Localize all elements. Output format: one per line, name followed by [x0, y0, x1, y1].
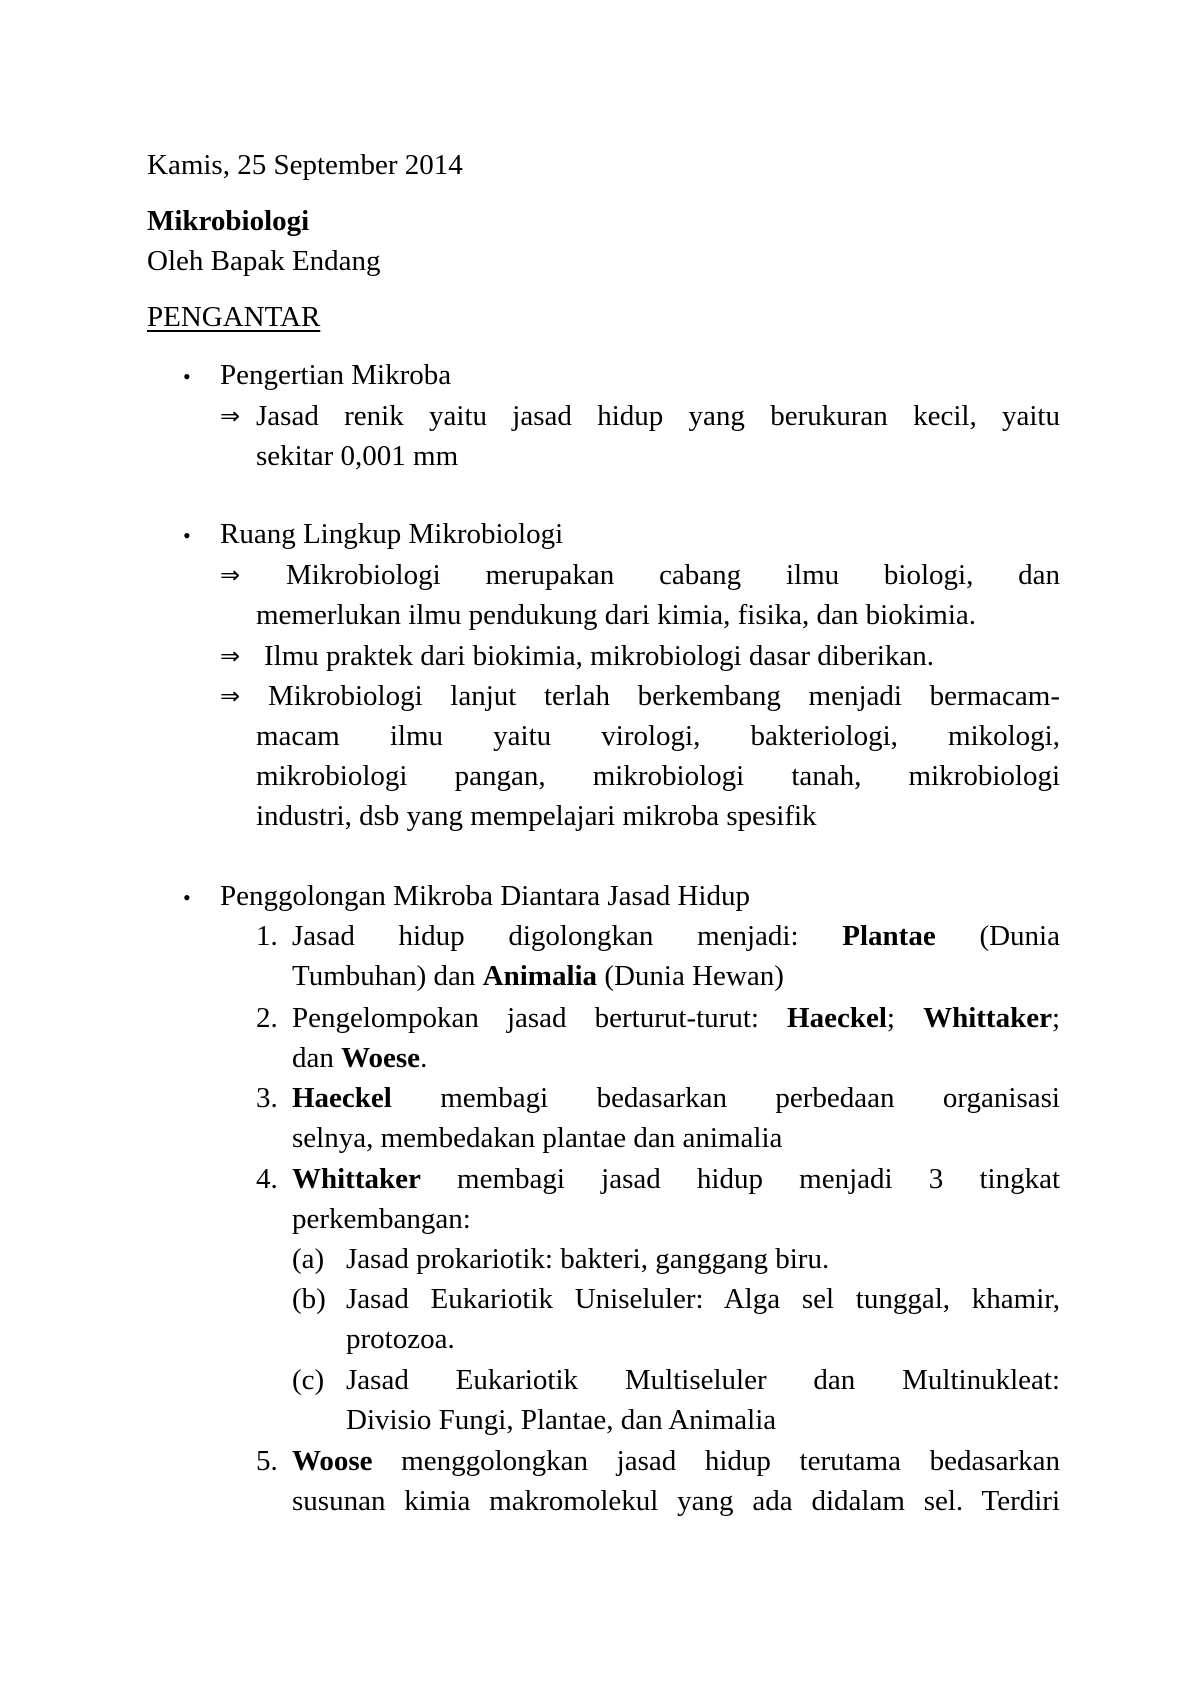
list-item-line: Whittaker membagi jasad hidup menjadi 3 tingkat: [292, 1163, 1060, 1195]
bold-term: Animalia: [482, 960, 598, 992]
list-item-line: Tumbuhan) dan Animalia (Dunia Hewan): [292, 960, 784, 992]
sublist-item-line: Jasad prokariotik: bakteri, ganggang biru.: [346, 1243, 830, 1275]
topic-point-line: industri, dsb yang mempelajari mikroba spesifik: [256, 800, 817, 832]
list-number: 5.: [256, 1445, 278, 1477]
topic-point-line: Jasad renik yaitu jasad hidup yang berukuran kecil, yaitu: [256, 400, 1060, 432]
bold-term: Whittaker: [292, 1163, 421, 1195]
date-line: Kamis, 25 September 2014: [147, 149, 463, 181]
topic-point-line: macam ilmu yaitu virologi, bakteriologi, mikologi,: [256, 720, 1060, 752]
sublist-label: (b): [292, 1283, 326, 1315]
bold-term: Woose: [292, 1445, 373, 1477]
bold-term: Whittaker: [923, 1002, 1052, 1034]
arrow-icon: ⇒: [220, 642, 241, 670]
list-number: 1.: [256, 920, 278, 952]
lecturer-line: Oleh Bapak Endang: [147, 245, 381, 277]
topic-title: Penggolongan Mikroba Diantara Jasad Hidup: [220, 880, 750, 912]
bold-term: Haeckel: [292, 1082, 392, 1114]
topic-point-line: Ilmu praktek dari biokimia, mikrobiologi dasar diberikan.: [264, 640, 935, 672]
list-number: 3.: [256, 1082, 278, 1114]
sublist-item-line: Jasad Eukariotik Uniseluler: Alga sel tunggal, khamir,: [346, 1283, 1060, 1315]
topic-point-line: sekitar 0,001 mm: [256, 440, 459, 472]
sublist-label: (c): [292, 1364, 325, 1396]
bullet-icon: •: [183, 523, 191, 548]
topic-title: Ruang Lingkup Mikrobiologi: [220, 518, 564, 550]
topic-point-line: mikrobiologi pangan, mikrobiologi tanah, mikrobiologi: [256, 760, 1060, 792]
section-heading: PENGANTAR: [147, 301, 321, 333]
list-item-line: Haeckel membagi bedasarkan perbedaan organisasi: [292, 1082, 1060, 1114]
arrow-icon: ⇒: [220, 561, 241, 589]
list-item-line: Pengelompokan jasad berturut-turut: Haeckel; Whittaker;: [292, 1002, 1061, 1034]
list-item-line: Jasad hidup digolongkan menjadi: Plantae (Dunia: [292, 920, 1060, 952]
bullet-icon: •: [183, 364, 191, 389]
bullet-icon: •: [183, 885, 191, 910]
course-title: Mikrobiologi: [147, 205, 310, 237]
sublist-item-line: Divisio Fungi, Plantae, dan Animalia: [346, 1404, 777, 1436]
bold-term: Woese: [341, 1042, 421, 1074]
sublist-item-line: Jasad Eukariotik Multiseluler dan Multinukleat:: [346, 1364, 1060, 1396]
list-item-line: perkembangan:: [292, 1203, 471, 1235]
arrow-icon: ⇒: [220, 682, 241, 710]
topic-point-line: Mikrobiologi merupakan cabang ilmu biologi, dan: [286, 559, 1060, 591]
topic-point-line: memerlukan ilmu pendukung dari kimia, fisika, dan biokimia.: [256, 599, 977, 631]
list-item-line: dan Woese.: [292, 1042, 428, 1074]
topic-title: Pengertian Mikroba: [220, 359, 452, 391]
list-item-line: Woose menggolongkan jasad hidup terutama bedasarkan: [292, 1445, 1060, 1477]
topic-point-line: Mikrobiologi lanjut terlah berkembang menjadi bermacam-: [268, 680, 1060, 712]
arrow-icon: ⇒: [220, 402, 241, 430]
bold-term: Haeckel: [787, 1002, 887, 1034]
list-item-line: susunan kimia makromolekul yang ada didalam sel. Terdiri: [292, 1485, 1060, 1517]
list-item-line: selnya, membedakan plantae dan animalia: [292, 1122, 783, 1154]
list-number: 4.: [256, 1163, 278, 1195]
sublist-item-line: protozoa.: [346, 1323, 455, 1355]
sublist-label: (a): [292, 1243, 325, 1275]
bold-term: Plantae: [842, 920, 936, 952]
list-number: 2.: [256, 1002, 278, 1034]
